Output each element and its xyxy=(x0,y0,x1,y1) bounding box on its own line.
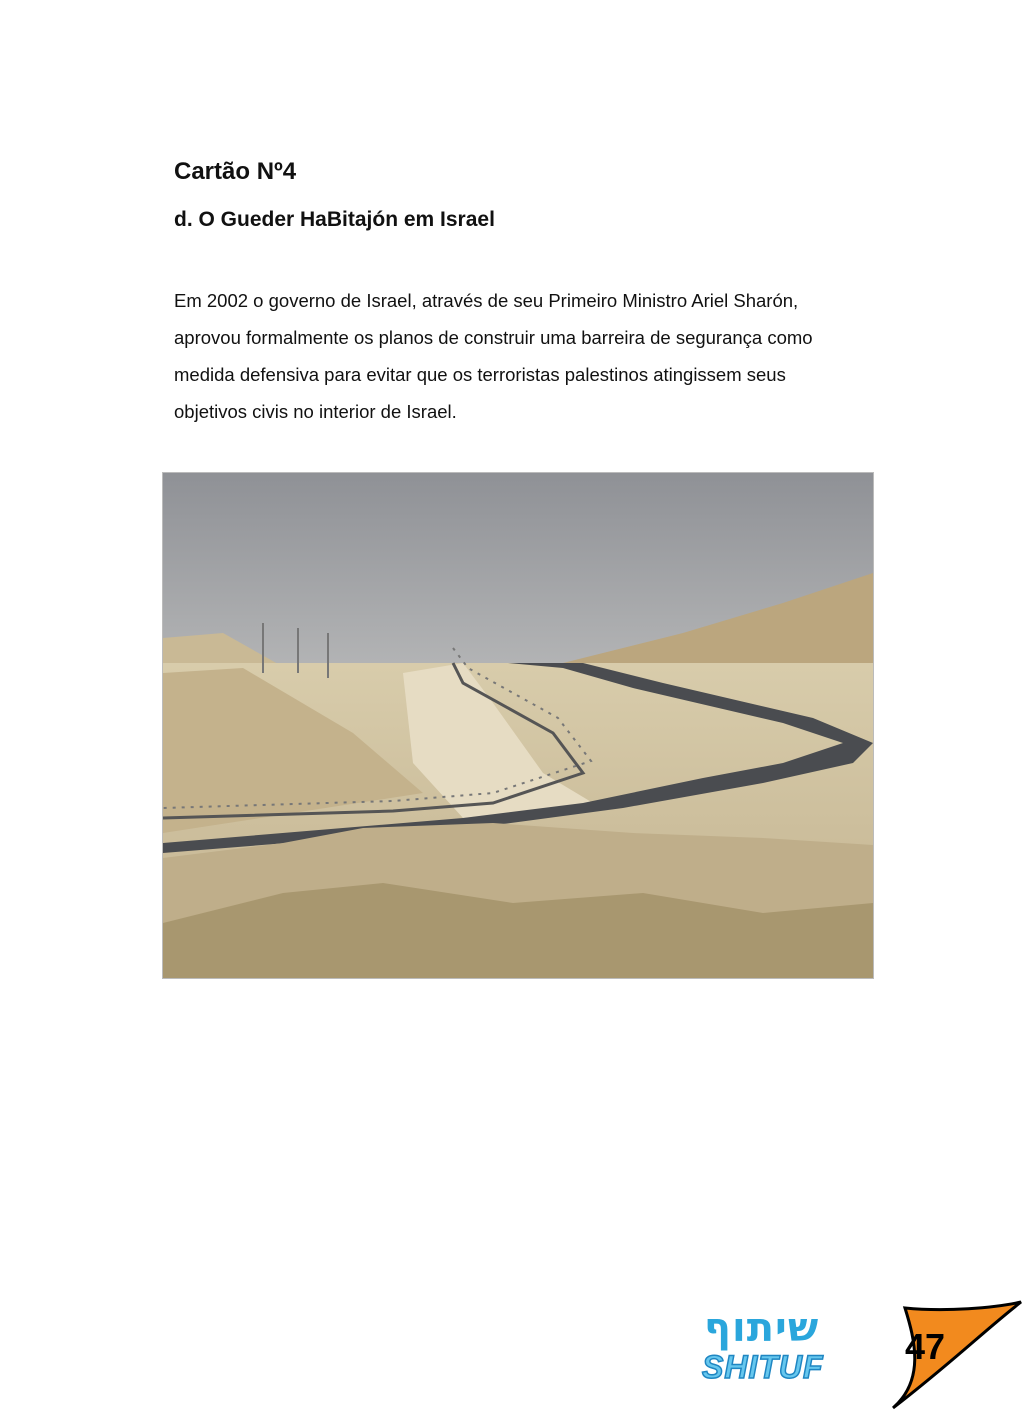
page-number: 47 xyxy=(905,1326,946,1367)
body-paragraph xyxy=(174,282,894,430)
paragraph-line: medida defensiva para evitar que os terroristas palestinos atingissem seus xyxy=(174,364,786,385)
paragraph-line: objetivos civis no interior de Israel. xyxy=(174,401,457,422)
paragraph-line: aprovou formalmente os planos de construir uma barreira de segurança como xyxy=(174,327,813,348)
logo-latin-text: SHITUF xyxy=(702,1349,824,1385)
card-title: Cartão Nº4 xyxy=(174,158,297,185)
logo-hebrew-text: שיתוף xyxy=(704,1305,820,1351)
card-subtitle: d. O Gueder HaBitajón em Israel xyxy=(174,208,495,231)
paragraph-line: Em 2002 o governo de Israel, através de seu Primeiro Ministro Ariel Sharón, xyxy=(174,290,799,311)
barrier-photo xyxy=(162,472,874,979)
shituf-logo xyxy=(700,1305,830,1400)
